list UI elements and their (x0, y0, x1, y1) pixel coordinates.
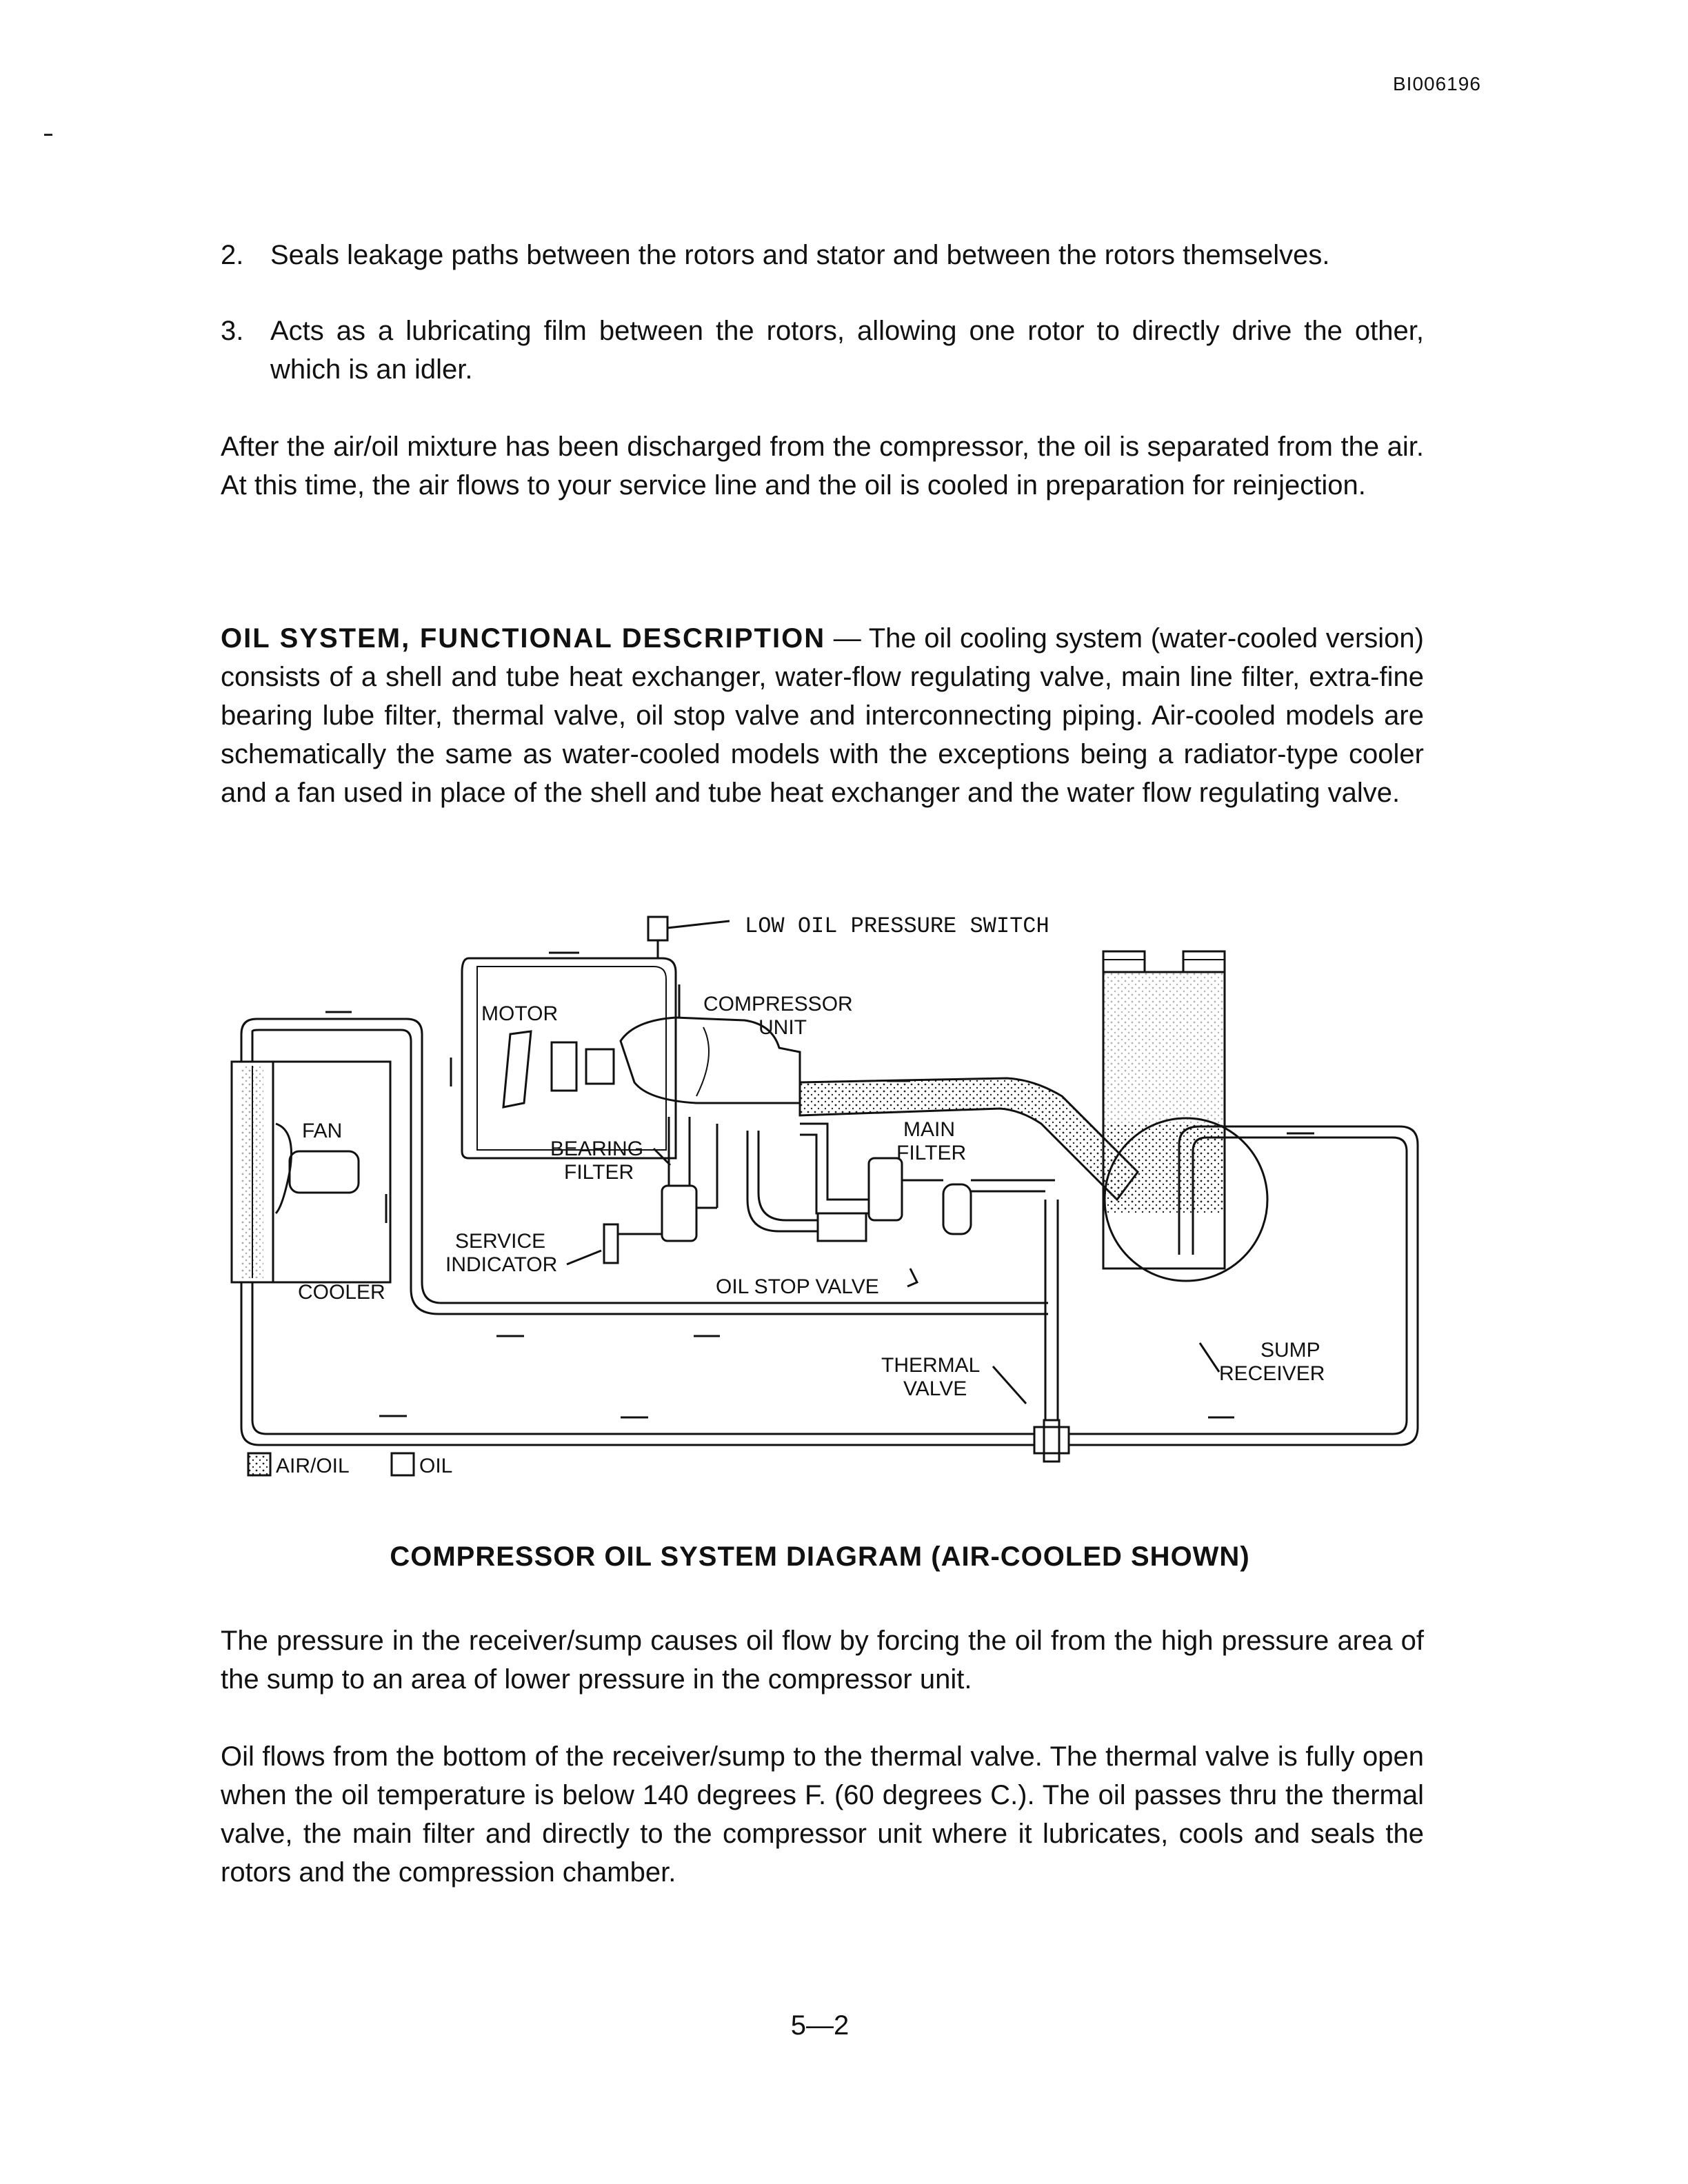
fan-label: FAN (302, 1120, 343, 1142)
list-item-number: 3. (221, 316, 244, 346)
paragraph-air-oil-separation: After the air/oil mixture has been discharged from the compressor, the oil is separated from the air. At this time, the air flows to your service line and the oil is cooled in preparation for reinjection. (221, 432, 1424, 501)
cooler (232, 1062, 390, 1304)
legend-label-air-oil: AIR/OIL (276, 1455, 350, 1477)
main-filter-label-line1: MAIN (903, 1118, 955, 1141)
diagram-caption: COMPRESSOR OIL SYSTEM DIAGRAM (AIR-COOLED SHOWN) (390, 1541, 1250, 1572)
section-dash: — (825, 623, 869, 654)
service-indicator-label-line2: INDICATOR (445, 1253, 558, 1276)
list-item-text: Seals leakage paths between the rotors and stator and between the rotors themselves. (270, 240, 1330, 270)
motor-label: MOTOR (481, 1002, 559, 1025)
legend (248, 1453, 452, 1477)
margin-mark (44, 134, 52, 136)
list-item-text: Acts as a lubricating film between the rotors, allowing one rotor to directly drive the other, which is an idler. (270, 316, 1424, 385)
air-oil-discharge-pipe (800, 1078, 1138, 1200)
legend-swatch-oil (392, 1453, 414, 1475)
bearing-filter-label-line2: FILTER (564, 1161, 634, 1184)
sump-receiver (1103, 951, 1325, 1385)
paragraph-receiver-pressure: The pressure in the receiver/sump causes oil flow by forcing the oil from the high pressure area of the sump to an area of lower pressure in the compressor unit. (221, 1626, 1424, 1695)
motor (462, 958, 676, 1158)
cooler-label: COOLER (298, 1281, 385, 1304)
bearing-filter-label-line1: BEARING (550, 1138, 644, 1160)
main-filter (869, 1118, 1055, 1234)
low-oil-pressure-switch-label: LOW OIL PRESSURE SWITCH (745, 913, 1049, 939)
legend-label-oil: OIL (419, 1455, 453, 1477)
thermal-valve-label-line1: THERMAL (881, 1354, 981, 1377)
service-indicator-label-line1: SERVICE (455, 1230, 546, 1253)
section-heading: OIL SYSTEM, FUNCTIONAL DESCRIPTION (221, 623, 826, 654)
legend-swatch-air-oil (248, 1453, 270, 1475)
oil-stop-valve-label: OIL STOP VALVE (716, 1275, 879, 1298)
bearing-filter (550, 1117, 717, 1241)
oil-system-diagram (221, 896, 1434, 1489)
document-id: BI006196 (1393, 73, 1481, 94)
section-oil-system (221, 619, 1424, 812)
compressor-unit-label-line2: UNIT (758, 1016, 807, 1039)
compressor-unit-label-line1: COMPRESSOR (703, 993, 853, 1015)
section-text: The oil cooling system (water-cooled version) consists of a shell and tube heat exchanger, water-flow regulating valve, main line filter, extra-fine bearing lube filter, thermal valve, oil stop valve and interconnecting piping. Air-cooled models are schematically the same as water-cooled models with the exceptions being a radiator-type cooler and a fan used in place of the shell and tube heat exchanger and the water flow regulating valve. (221, 623, 1424, 808)
low-oil-pressure-switch (648, 913, 1049, 958)
thermal-valve (881, 1200, 1069, 1462)
fan (276, 1120, 359, 1213)
paragraph-oil-flow: Oil flows from the bottom of the receiver/sump to the thermal valve. The thermal valve is fully open when the oil temperature is below 140 degrees F. (60 degrees C.). The oil passes thru the thermal valve, the main filter and directly to the compressor unit where it lubricates, cools and seals the rotors and the compression chamber. (221, 1741, 1424, 1888)
service-indicator (445, 1224, 662, 1276)
list-item (221, 236, 1424, 274)
list-item (221, 312, 1424, 389)
sump-receiver-label-line1: SUMP (1260, 1339, 1320, 1362)
sump-receiver-label-line2: RECEIVER (1219, 1362, 1325, 1385)
list-item-number: 2. (221, 240, 244, 270)
main-filter-label-line2: FILTER (896, 1142, 967, 1164)
page-number: 5—2 (790, 2010, 850, 2041)
thermal-valve-label-line2: VALVE (903, 1377, 967, 1400)
oil-system-diagram-svg (221, 896, 1434, 1489)
